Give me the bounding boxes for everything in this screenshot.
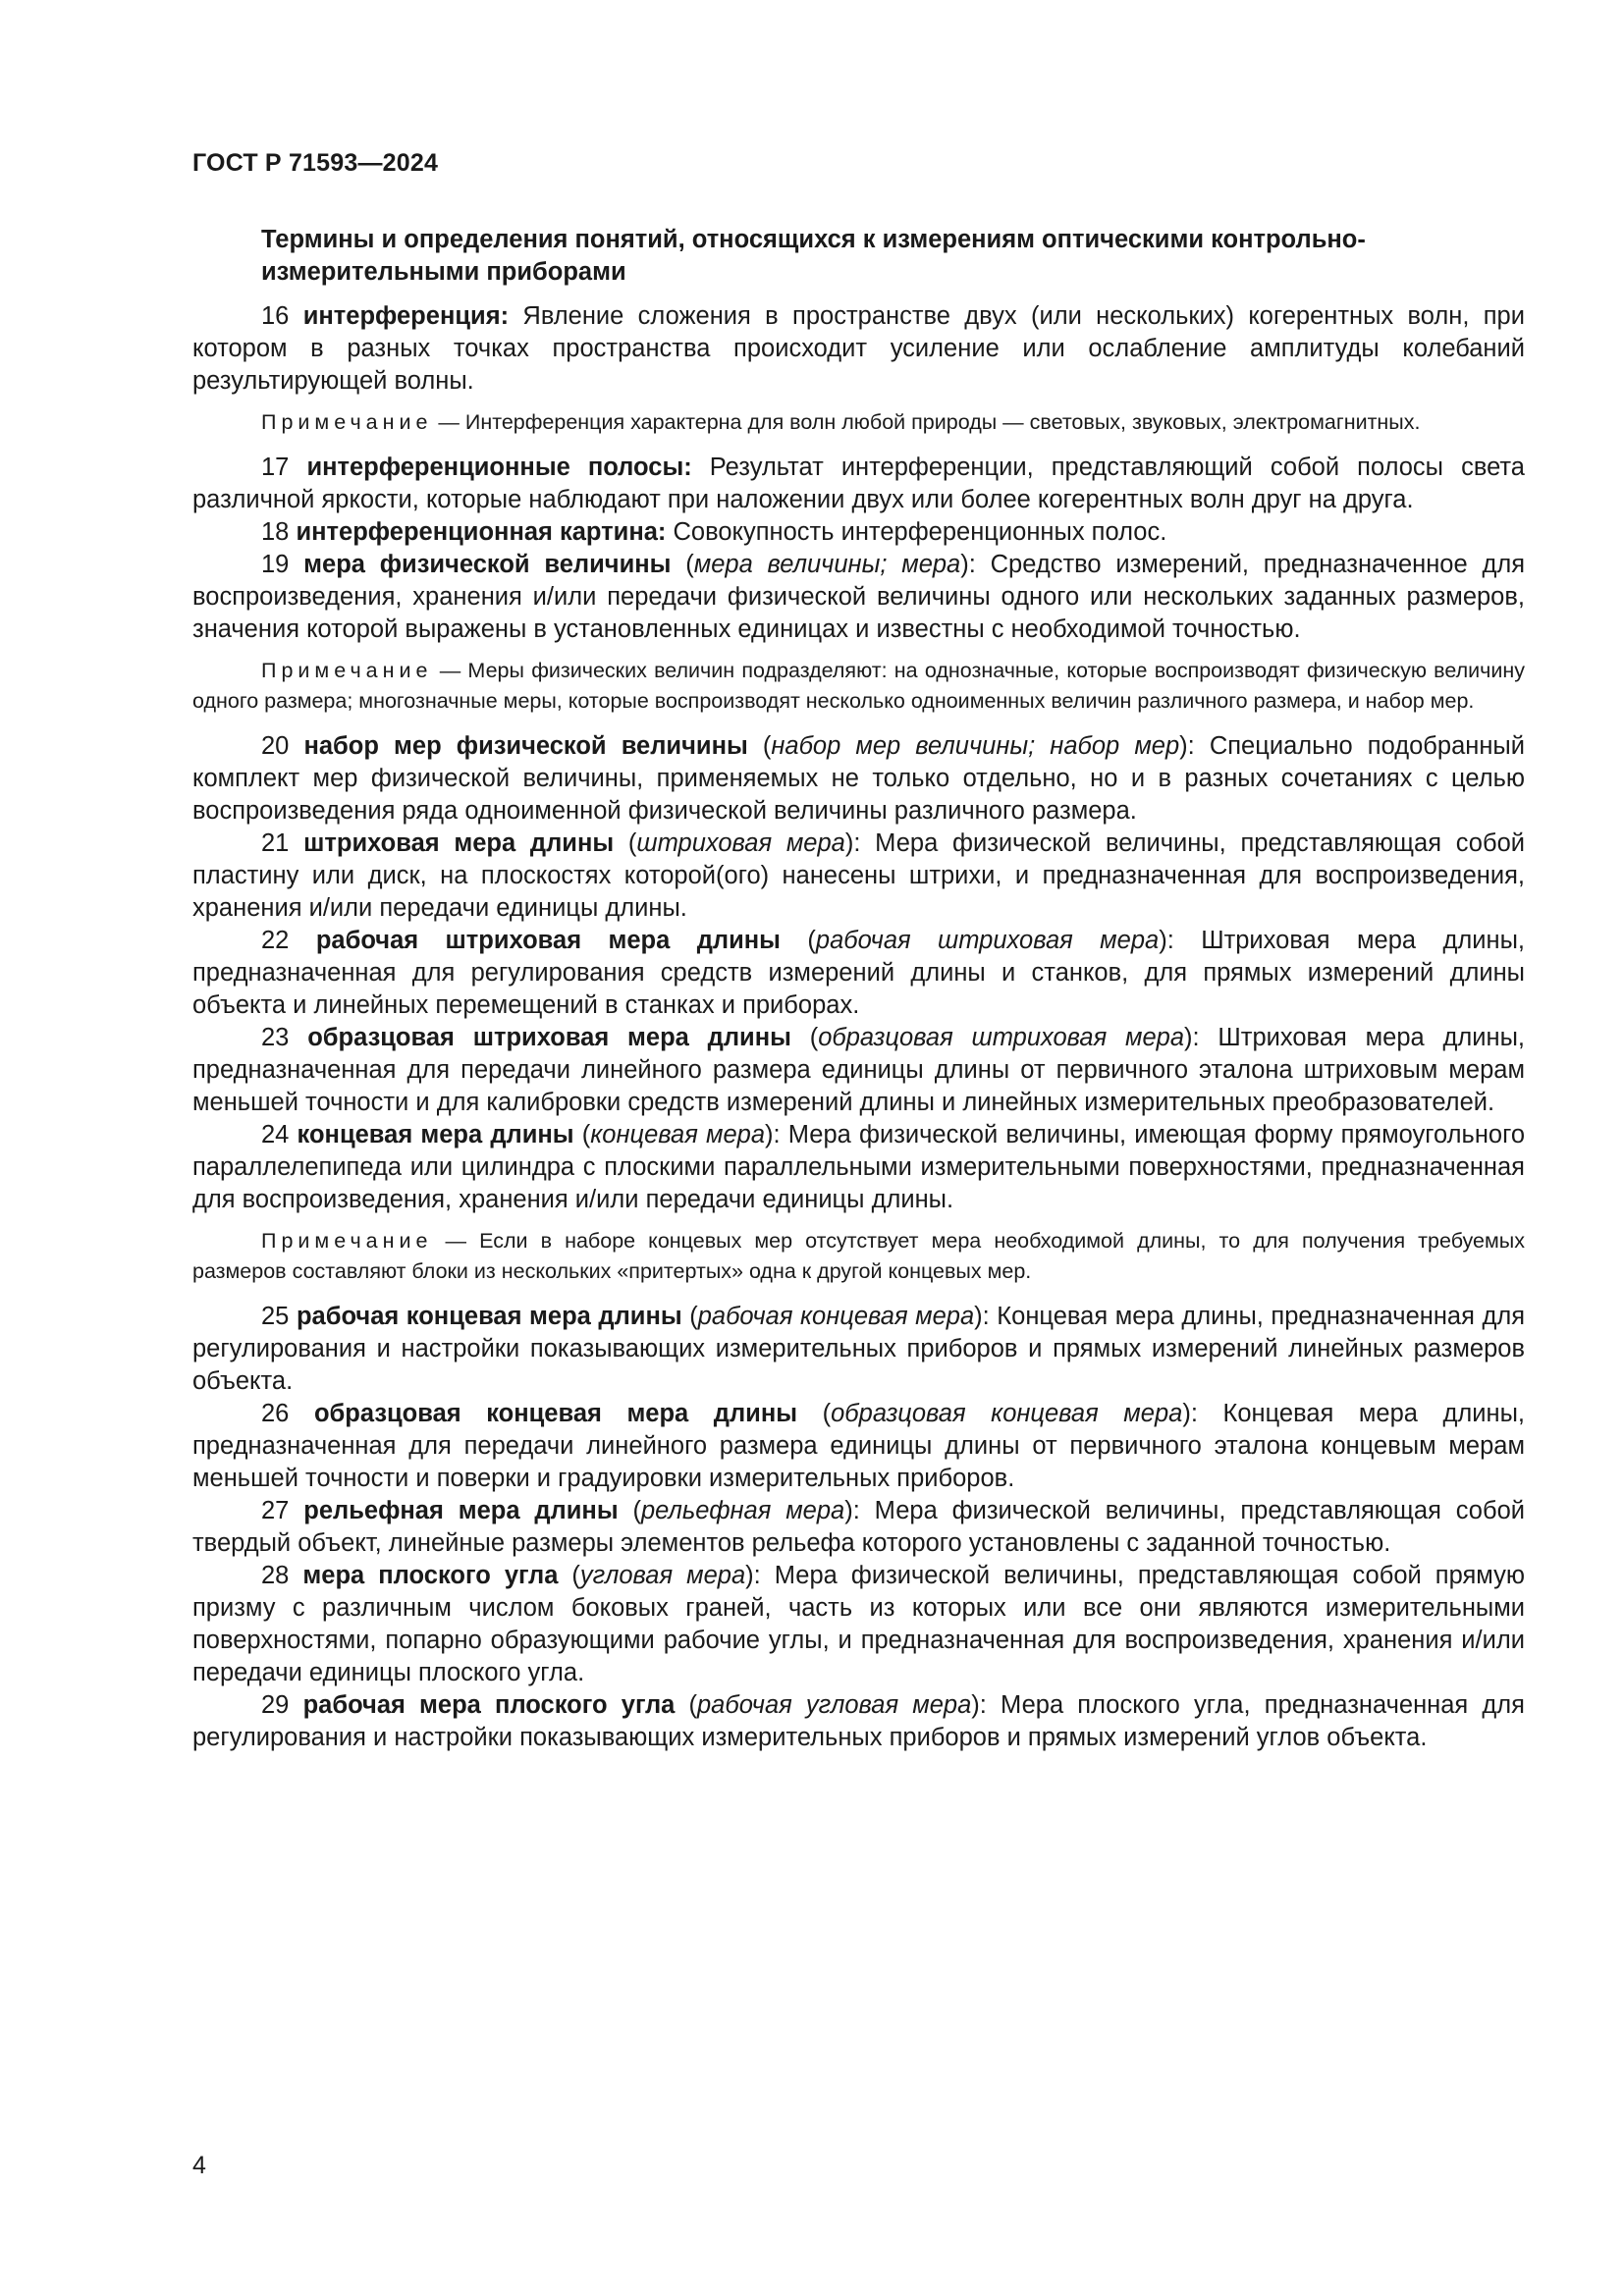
term-entry: 24 концевая мера длины (концевая мера): Мера физической величины, имеющая форму прямоугольного параллелепипеда или цилиндра с плоскими параллельными измерительными поверхностями, предназначенная для воспроизведения, хранения и/или передачи единицы длины. xyxy=(192,1121,1525,1213)
term-entry: 17 интерференционные полосы: Результат интерференции, представляющий собой полосы света различной яркости, которые наблюдают при наложении двух или более когерентных волн друг на друга. xyxy=(192,454,1525,513)
term-name: интерференционная картина: xyxy=(296,518,667,546)
term-entry: 18 интерференционная картина: Совокупность интерференционных полос. xyxy=(261,518,1167,546)
term-entry: 29 рабочая мера плоского угла (рабочая угловая мера): Мера плоского угла, предназначенная для регулирования и настройки показывающих измерительных приборов и прямых измерений углов объекта. xyxy=(192,1691,1525,1751)
term-entry: 26 образцовая концевая мера длины (образцовая концевая мера): Концевая мера длины, предназначенная для передачи линейного размера единицы длины от первичного эталона концевым мерам меньшей точности и поверки и градуировки измерительных приборов. xyxy=(192,1400,1526,1492)
term-name: концевая мера длины xyxy=(297,1121,574,1148)
term-entry: 28 мера плоского угла (угловая мера): Мера физической величины, представляющая собой прямую призму с различным числом боковых граней, часть из которых или все они являются измерительными поверхностями, попарно образующими рабочие углы, и предназначенная для воспроизведения, хранения и/или передачи единицы плоского угла. xyxy=(192,1562,1525,1686)
term-synonym: штриховая мера xyxy=(636,829,845,857)
note-label: Примечание xyxy=(261,1229,433,1253)
section-title: Термины и определения понятий, относящихся к измерениям оптическими контрольно-измерительными приборами xyxy=(261,226,1366,286)
term-name: интерференция: xyxy=(302,302,510,330)
term-synonym: рельефная мера xyxy=(640,1497,845,1524)
term-name: мера физической величины xyxy=(303,551,672,578)
term-name: набор мер физической величины xyxy=(303,732,748,760)
term-entry: 16 интерференция: Явление сложения в пространстве двух (или нескольких) когерентных волн, при котором в разных точках пространства происходит усиление или ослабление амплитуды колебаний результирующей волны. xyxy=(192,302,1525,395)
term-entry: 23 образцовая штриховая мера длины (образцовая штриховая мера): Штриховая мера длины, предназначенная для передачи линейного размера единицы длины от первичного эталона штриховым мерам меньшей точности и для калибровки средств измерений длины и линейных измерительных преобразователей. xyxy=(192,1024,1525,1116)
note: Примечание — Если в наборе концевых мер отсутствует мера необходимой длины, то для получения требуемых размеров составляют блоки из нескольких «притертых» одна к другой концевых мер. xyxy=(192,1229,1525,1283)
term-entry: 21 штриховая мера длины (штриховая мера): Мера физической величины, представляющая собой пластину или диск, на плоскостях которой(ого) нанесены штрихи, и предназначенная для воспроизведения, хранения и/или передачи единицы длины. xyxy=(192,829,1526,922)
term-entry: 25 рабочая концевая мера длины (рабочая концевая мера): Концевая мера длины, предназначенная для регулирования и настройки показывающих измерительных приборов и прямых измерений линейных размеров объекта. xyxy=(192,1303,1526,1395)
term-entry: 22 рабочая штриховая мера длины (рабочая штриховая мера): Штриховая мера длины, предназначенная для регулирования средств измерений длины и станков, для прямых измерений длины объекта и линейных перемещений в станках и приборах. xyxy=(192,927,1525,1019)
term-name: мера плоского угла xyxy=(302,1562,559,1589)
term-name: штриховая мера длины xyxy=(303,829,615,857)
note: Примечание — Интерференция характерна для волн любой природы — световых, звуковых, электромагнитных. xyxy=(261,410,1421,434)
term-name: рабочая концевая мера длины xyxy=(296,1303,682,1330)
page-number: 4 xyxy=(192,2152,206,2179)
term-synonym: набор мер величины; набор мер xyxy=(771,732,1180,760)
term-synonym: образцовая концевая мера xyxy=(831,1400,1183,1427)
term-entry: 19 мера физической величины (мера величины; мера): Средство измерений, предназначенное для воспроизведения, хранения и/или передачи физической величины одного или нескольких заданных размеров, значения которой выражены в установленных единицах и известны с необходимой точностью. xyxy=(192,551,1526,643)
note: Примечание — Меры физических величин подразделяют: на однозначные, которые воспроизводят физическую величину одного размера; многозначные меры, которые воспроизводят несколько одноименных величин различного размера, и набор мер. xyxy=(192,659,1525,713)
term-name: интерференционные полосы: xyxy=(306,454,692,481)
term-name: образцовая концевая мера длины xyxy=(313,1400,798,1427)
note-label: Примечание xyxy=(261,659,433,682)
term-synonym: мера величины; мера xyxy=(693,551,961,578)
document-id: ГОСТ Р 71593—2024 xyxy=(192,149,439,177)
term-name: рабочая штриховая мера длины xyxy=(315,927,781,954)
note-label: Примечание xyxy=(261,410,433,434)
term-name: образцовая штриховая мера длины xyxy=(307,1024,791,1051)
term-entry: 27 рельефная мера длины (рельефная мера): Мера физической величины, представляющая собой твердый объект, линейные размеры элементов рельефа которого установлены с заданной точностью. xyxy=(192,1497,1526,1557)
term-name: рельефная мера длины xyxy=(303,1497,619,1524)
term-synonym: рабочая концевая мера xyxy=(697,1303,975,1330)
term-synonym: рабочая штриховая мера xyxy=(815,927,1160,954)
term-synonym: угловая мера xyxy=(579,1562,746,1589)
term-entry: 20 набор мер физической величины (набор мер величины; набор мер): Специально подобранный комплект мер физической величины, применяемых не только отдельно, но и в разных сочетаниях с целью воспроизведения ряда одноименной физической величины различного размера. xyxy=(192,732,1525,825)
term-name: рабочая мера плоского угла xyxy=(302,1691,676,1719)
term-synonym: концевая мера xyxy=(590,1121,766,1148)
document-body xyxy=(192,224,1525,1754)
term-synonym: рабочая угловая мера xyxy=(697,1691,972,1719)
term-synonym: образцовая штриховая мера xyxy=(818,1024,1185,1051)
